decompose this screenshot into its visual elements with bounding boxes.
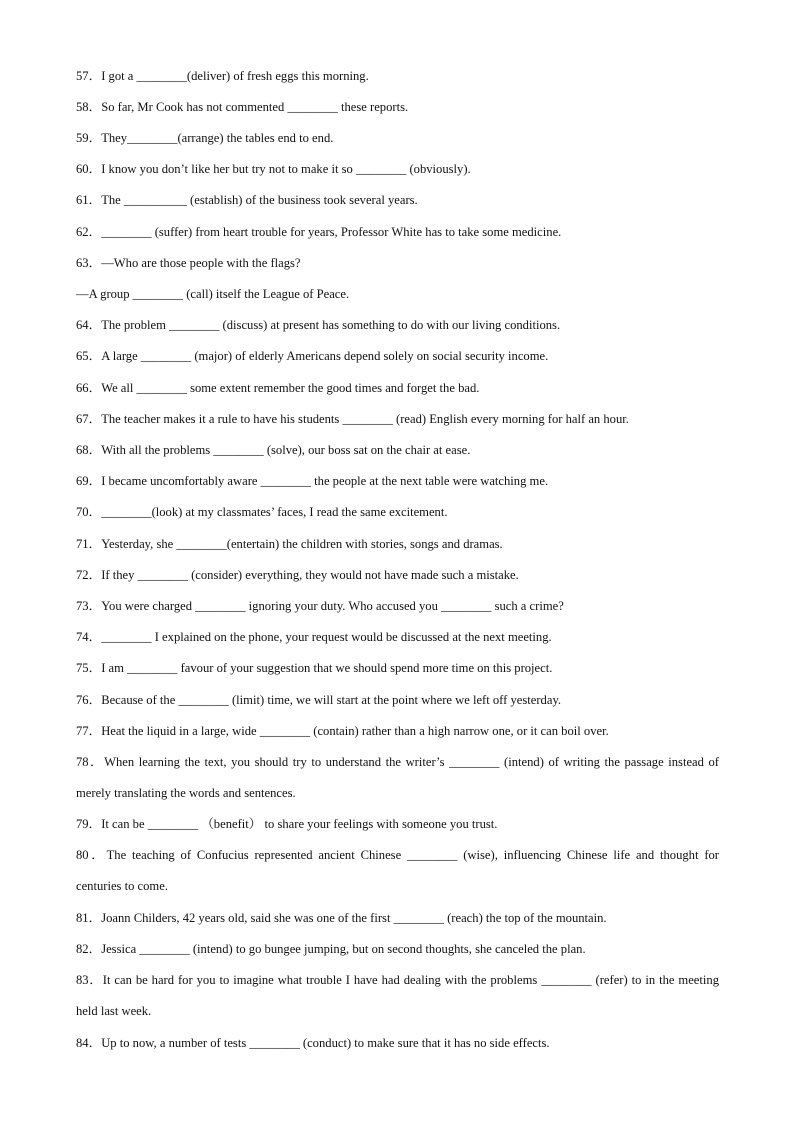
question-63-reply (76, 286, 719, 302)
question-text: —Who are those people with the flags? (101, 256, 301, 270)
question-text: ________ (suffer) from heart trouble for years, Professor White has to take some medicine. (101, 225, 562, 239)
question-60 (76, 161, 719, 177)
question-number: 78． (76, 755, 105, 769)
question-number: 83． (76, 973, 103, 987)
question-number: 60． (76, 162, 102, 176)
question-text: So far, Mr Cook has not commented ________ these reports. (101, 100, 409, 114)
question-number: 59． (76, 131, 102, 145)
question-number: 82． (76, 942, 102, 956)
question-number: 61． (76, 193, 102, 207)
question-text: The teacher makes it a rule to have his students ________ (read) English every morning for half an hour. (101, 412, 629, 426)
question-text: Jessica ________ (intend) to go bungee jumping, but on second thoughts, she canceled the plan. (101, 942, 586, 956)
question-text: I know you don’t like her but try not to make it so ________ (obviously). (101, 162, 471, 176)
question-text: —A group ________ (call) itself the League of Peace. (76, 287, 350, 301)
question-number: 71． (76, 537, 102, 551)
question-83 (76, 965, 719, 1027)
question-73 (76, 598, 719, 614)
question-number: 80． (76, 848, 107, 862)
question-number: 72． (76, 568, 102, 582)
question-63 (76, 255, 719, 271)
question-number: 79． (76, 817, 102, 831)
question-82 (76, 941, 719, 957)
question-number: 65． (76, 349, 102, 363)
question-79 (76, 816, 719, 832)
question-number: 77． (76, 724, 102, 738)
question-number: 74． (76, 630, 102, 644)
question-62 (76, 224, 719, 240)
question-number: 69． (76, 474, 102, 488)
question-text: I am ________ favour of your suggestion that we should spend more time on this project. (101, 661, 553, 675)
question-text: The teaching of Confucius represented ancient Chinese ________ (wise), influencing Chinese life and thought for centuries to come. (76, 848, 719, 893)
question-58 (76, 99, 719, 115)
question-74 (76, 629, 719, 645)
question-number: 67． (76, 412, 102, 426)
question-67 (76, 411, 719, 427)
question-number: 70． (76, 505, 102, 519)
question-number: 62． (76, 225, 102, 239)
question-text: We all ________ some extent remember the good times and forget the bad. (101, 381, 480, 395)
question-text: ________(look) at my classmates’ faces, I read the same excitement. (101, 505, 448, 519)
question-57 (76, 68, 719, 84)
question-text: It can be hard for you to imagine what trouble I have had dealing with the problems ________ (refer) to in the meeting held last week. (76, 973, 719, 1018)
question-text: Heat the liquid in a large, wide ________ (contain) rather than a high narrow one, or it can boil over. (101, 724, 609, 738)
question-number: 76． (76, 693, 102, 707)
question-78 (76, 747, 719, 809)
question-number: 66． (76, 381, 102, 395)
question-text: You were charged ________ ignoring your duty. Who accused you ________ such a crime? (101, 599, 564, 613)
question-number: 75． (76, 661, 102, 675)
question-76 (76, 692, 719, 708)
question-number: 81． (76, 911, 102, 925)
question-text: They________(arrange) the tables end to end. (101, 131, 334, 145)
question-text: Yesterday, she ________(entertain) the children with stories, songs and dramas. (101, 537, 503, 551)
question-69 (76, 473, 719, 489)
question-text: A large ________ (major) of elderly Americans depend solely on social security income. (101, 349, 549, 363)
question-77 (76, 723, 719, 739)
question-72 (76, 567, 719, 583)
question-text: When learning the text, you should try to understand the writer’s ________ (intend) of writing the passage instead of merely translating the words and sentences. (76, 755, 719, 800)
question-71 (76, 536, 719, 552)
question-84 (76, 1035, 719, 1051)
question-65 (76, 348, 719, 364)
question-81 (76, 910, 719, 926)
question-75 (76, 660, 719, 676)
question-text: I became uncomfortably aware ________ the people at the next table were watching me. (101, 474, 549, 488)
question-text: The __________ (establish) of the business took several years. (101, 193, 418, 207)
question-number: 73． (76, 599, 102, 613)
question-number: 64． (76, 318, 102, 332)
question-text: ________ I explained on the phone, your request would be discussed at the next meeting. (101, 630, 552, 644)
question-text: With all the problems ________ (solve), our boss sat on the chair at ease. (101, 443, 471, 457)
question-number: 58． (76, 100, 102, 114)
question-number: 57． (76, 69, 102, 83)
question-text: Because of the ________ (limit) time, we will start at the point where we left off yesterday. (101, 693, 562, 707)
question-number: 63． (76, 256, 102, 270)
question-80 (76, 840, 719, 902)
question-68 (76, 442, 719, 458)
question-text: Joann Childers, 42 years old, said she was one of the first ________ (reach) the top of the mountain. (101, 911, 607, 925)
question-61 (76, 192, 719, 208)
question-66 (76, 380, 719, 396)
question-text: Up to now, a number of tests ________ (conduct) to make sure that it has no side effects. (101, 1036, 550, 1050)
question-text: It can be ________ （benefit） to share your feelings with someone you trust. (101, 817, 498, 831)
question-59 (76, 130, 719, 146)
question-text: I got a ________(deliver) of fresh eggs this morning. (101, 69, 369, 83)
question-70 (76, 504, 719, 520)
question-64 (76, 317, 719, 333)
question-text: If they ________ (consider) everything, they would not have made such a mistake. (101, 568, 519, 582)
question-number: 84． (76, 1036, 102, 1050)
question-number: 68． (76, 443, 102, 457)
question-text: The problem ________ (discuss) at present has something to do with our living conditions. (101, 318, 561, 332)
